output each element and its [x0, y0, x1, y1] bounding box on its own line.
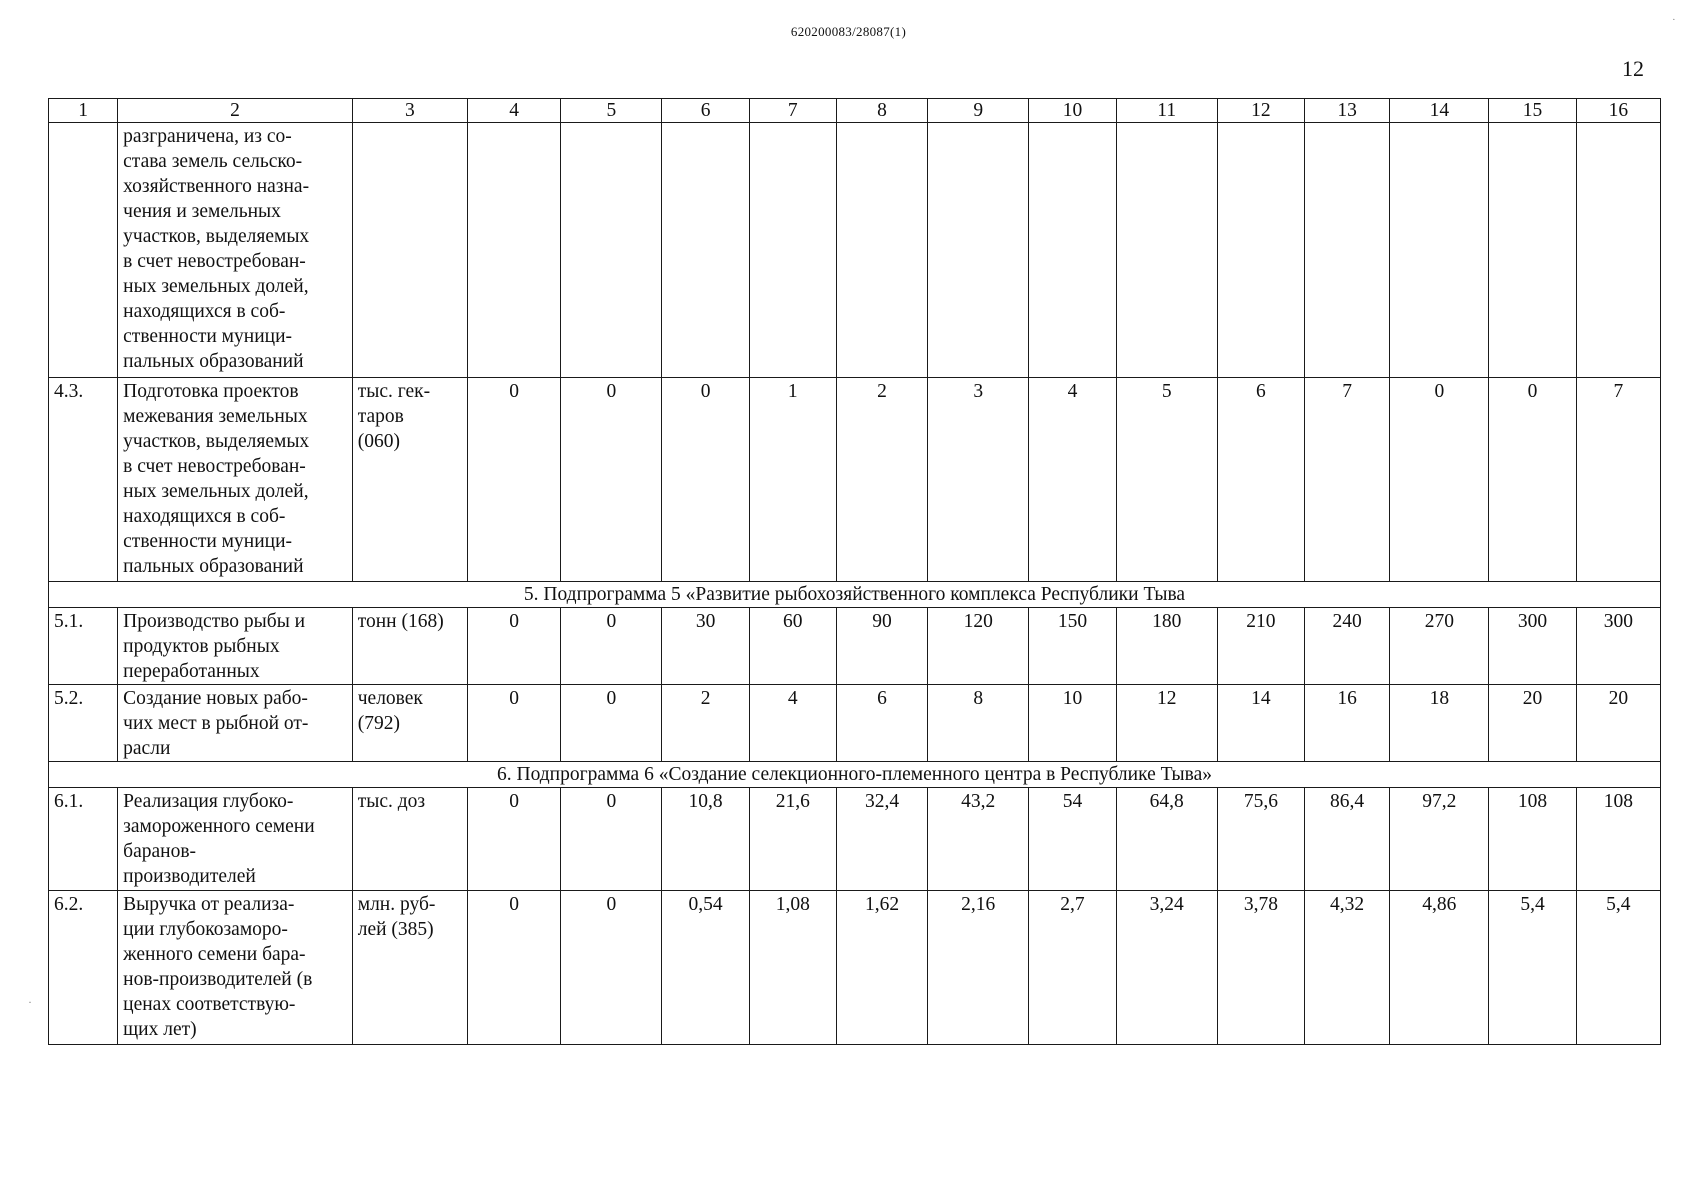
document-registration-number: 620200083/28087(1) — [790, 24, 907, 39]
value-cell: 8 — [928, 685, 1029, 762]
column-header: 14 — [1390, 99, 1489, 123]
value-cell: 5,4 — [1489, 891, 1576, 1045]
indicators-table — [48, 98, 1661, 1045]
value-cell: 120 — [928, 608, 1029, 685]
column-header: 15 — [1489, 99, 1576, 123]
value-cell — [1390, 123, 1489, 378]
unit-of-measure: млн. руб- лей (385) — [352, 891, 467, 1045]
subprogram-5-title: 5. Подпрограмма 5 «Развитие рыбохозяйственного комплекса Республики Тыва — [49, 582, 1661, 608]
value-cell: 16 — [1305, 685, 1390, 762]
table-row-5-1 — [49, 608, 1661, 685]
column-header: 3 — [352, 99, 467, 123]
column-header: 1 — [49, 99, 118, 123]
indicator-name: Производство рыбы и продуктов рыбных переработанных — [118, 608, 353, 685]
value-cell: 0 — [662, 378, 749, 582]
value-cell — [836, 123, 927, 378]
indicator-name: разграничена, из со- става земель сельско- хозяйственного назна- чения и земельных участков, выделяемых в счет невостребован- ных земельных долей, находящихся в соб- ственности муници- пальных образований — [118, 123, 353, 378]
row-code: 6.1. — [49, 788, 118, 891]
value-cell: 5 — [1116, 378, 1217, 582]
value-cell: 0 — [468, 891, 561, 1045]
unit-of-measure: тыс. гек- таров (060) — [352, 378, 467, 582]
value-cell — [928, 123, 1029, 378]
value-cell: 7 — [1576, 378, 1660, 582]
table-row-6-2 — [49, 891, 1661, 1045]
value-cell — [561, 123, 662, 378]
value-cell: 0 — [561, 685, 662, 762]
value-cell — [662, 123, 749, 378]
value-cell: 1 — [749, 378, 836, 582]
table-row-6-1 — [49, 788, 1661, 891]
value-cell: 210 — [1217, 608, 1304, 685]
value-cell: 0,54 — [662, 891, 749, 1045]
column-header: 4 — [468, 99, 561, 123]
column-header: 9 — [928, 99, 1029, 123]
value-cell: 86,4 — [1305, 788, 1390, 891]
indicator-name: Создание новых рабо- чих мест в рыбной от- расли — [118, 685, 353, 762]
value-cell — [749, 123, 836, 378]
row-code: 6.2. — [49, 891, 118, 1045]
value-cell: 43,2 — [928, 788, 1029, 891]
row-code: 4.3. — [49, 378, 118, 582]
value-cell: 20 — [1576, 685, 1660, 762]
value-cell: 108 — [1576, 788, 1660, 891]
value-cell: 0 — [468, 685, 561, 762]
column-header: 6 — [662, 99, 749, 123]
row-code — [49, 123, 118, 378]
column-header: 5 — [561, 99, 662, 123]
value-cell: 0 — [1390, 378, 1489, 582]
value-cell: 3 — [928, 378, 1029, 582]
value-cell: 4 — [749, 685, 836, 762]
value-cell: 60 — [749, 608, 836, 685]
indicator-name: Подготовка проектов межевания земельных участков, выделяемых в счет невостребован- ных земельных долей, находящихся в соб- ственности муници- пальных образований — [118, 378, 353, 582]
value-cell: 108 — [1489, 788, 1576, 891]
section-row-5 — [49, 582, 1661, 608]
column-header: 12 — [1217, 99, 1304, 123]
value-cell — [1489, 123, 1576, 378]
value-cell — [1305, 123, 1390, 378]
value-cell: 90 — [836, 608, 927, 685]
value-cell: 4 — [1029, 378, 1116, 582]
column-header: 10 — [1029, 99, 1116, 123]
section-row-6 — [49, 762, 1661, 788]
value-cell: 4,32 — [1305, 891, 1390, 1045]
column-header: 16 — [1576, 99, 1660, 123]
row-code: 5.1. — [49, 608, 118, 685]
page-number: 12 — [1622, 56, 1644, 81]
value-cell: 2,16 — [928, 891, 1029, 1045]
value-cell: 32,4 — [836, 788, 927, 891]
value-cell: 14 — [1217, 685, 1304, 762]
row-code: 5.2. — [49, 685, 118, 762]
value-cell: 4,86 — [1390, 891, 1489, 1045]
value-cell: 10,8 — [662, 788, 749, 891]
table-row-5-2 — [49, 685, 1661, 762]
table-row-4-3 — [49, 378, 1661, 582]
value-cell: 5,4 — [1576, 891, 1660, 1045]
value-cell: 64,8 — [1116, 788, 1217, 891]
value-cell — [1576, 123, 1660, 378]
unit-of-measure: тонн (168) — [352, 608, 467, 685]
value-cell: 0 — [1489, 378, 1576, 582]
value-cell: 0 — [468, 788, 561, 891]
value-cell — [1217, 123, 1304, 378]
value-cell: 3,78 — [1217, 891, 1304, 1045]
value-cell: 0 — [561, 378, 662, 582]
value-cell: 6 — [1217, 378, 1304, 582]
value-cell: 150 — [1029, 608, 1116, 685]
value-cell: 1,62 — [836, 891, 927, 1045]
value-cell: 75,6 — [1217, 788, 1304, 891]
value-cell — [1029, 123, 1116, 378]
value-cell: 0 — [468, 378, 561, 582]
column-header: 13 — [1305, 99, 1390, 123]
value-cell — [468, 123, 561, 378]
value-cell: 1,08 — [749, 891, 836, 1045]
value-cell: 20 — [1489, 685, 1576, 762]
table-row-continuation — [49, 123, 1661, 378]
value-cell: 3,24 — [1116, 891, 1217, 1045]
value-cell: 2 — [662, 685, 749, 762]
value-cell: 54 — [1029, 788, 1116, 891]
value-cell — [1116, 123, 1217, 378]
unit-of-measure: человек (792) — [352, 685, 467, 762]
value-cell: 0 — [468, 608, 561, 685]
value-cell: 6 — [836, 685, 927, 762]
unit-of-measure — [352, 123, 467, 378]
column-header: 8 — [836, 99, 927, 123]
value-cell: 12 — [1116, 685, 1217, 762]
column-header: 11 — [1116, 99, 1217, 123]
column-number-header-row — [49, 99, 1661, 123]
value-cell: 300 — [1489, 608, 1576, 685]
column-header: 7 — [749, 99, 836, 123]
value-cell: 10 — [1029, 685, 1116, 762]
value-cell: 7 — [1305, 378, 1390, 582]
scan-artifact-dot: · — [28, 995, 32, 1009]
unit-of-measure: тыс. доз — [352, 788, 467, 891]
column-header: 2 — [118, 99, 353, 123]
value-cell: 21,6 — [749, 788, 836, 891]
value-cell: 300 — [1576, 608, 1660, 685]
value-cell: 0 — [561, 891, 662, 1045]
value-cell: 240 — [1305, 608, 1390, 685]
value-cell: 180 — [1116, 608, 1217, 685]
value-cell: 0 — [561, 788, 662, 891]
value-cell: 18 — [1390, 685, 1489, 762]
scan-artifact: · — [1672, 14, 1676, 26]
value-cell: 30 — [662, 608, 749, 685]
subprogram-6-title: 6. Подпрограмма 6 «Создание селекционного-племенного центра в Республике Тыва» — [49, 762, 1661, 788]
value-cell: 0 — [561, 608, 662, 685]
value-cell: 270 — [1390, 608, 1489, 685]
value-cell: 97,2 — [1390, 788, 1489, 891]
indicator-name: Реализация глубоко- замороженного семени баранов- производителей — [118, 788, 353, 891]
value-cell: 2,7 — [1029, 891, 1116, 1045]
value-cell: 2 — [836, 378, 927, 582]
indicator-name: Выручка от реализа- ции глубокозаморо- женного семени бара- нов-производителей (в ценах соответствую- щих лет) — [118, 891, 353, 1045]
